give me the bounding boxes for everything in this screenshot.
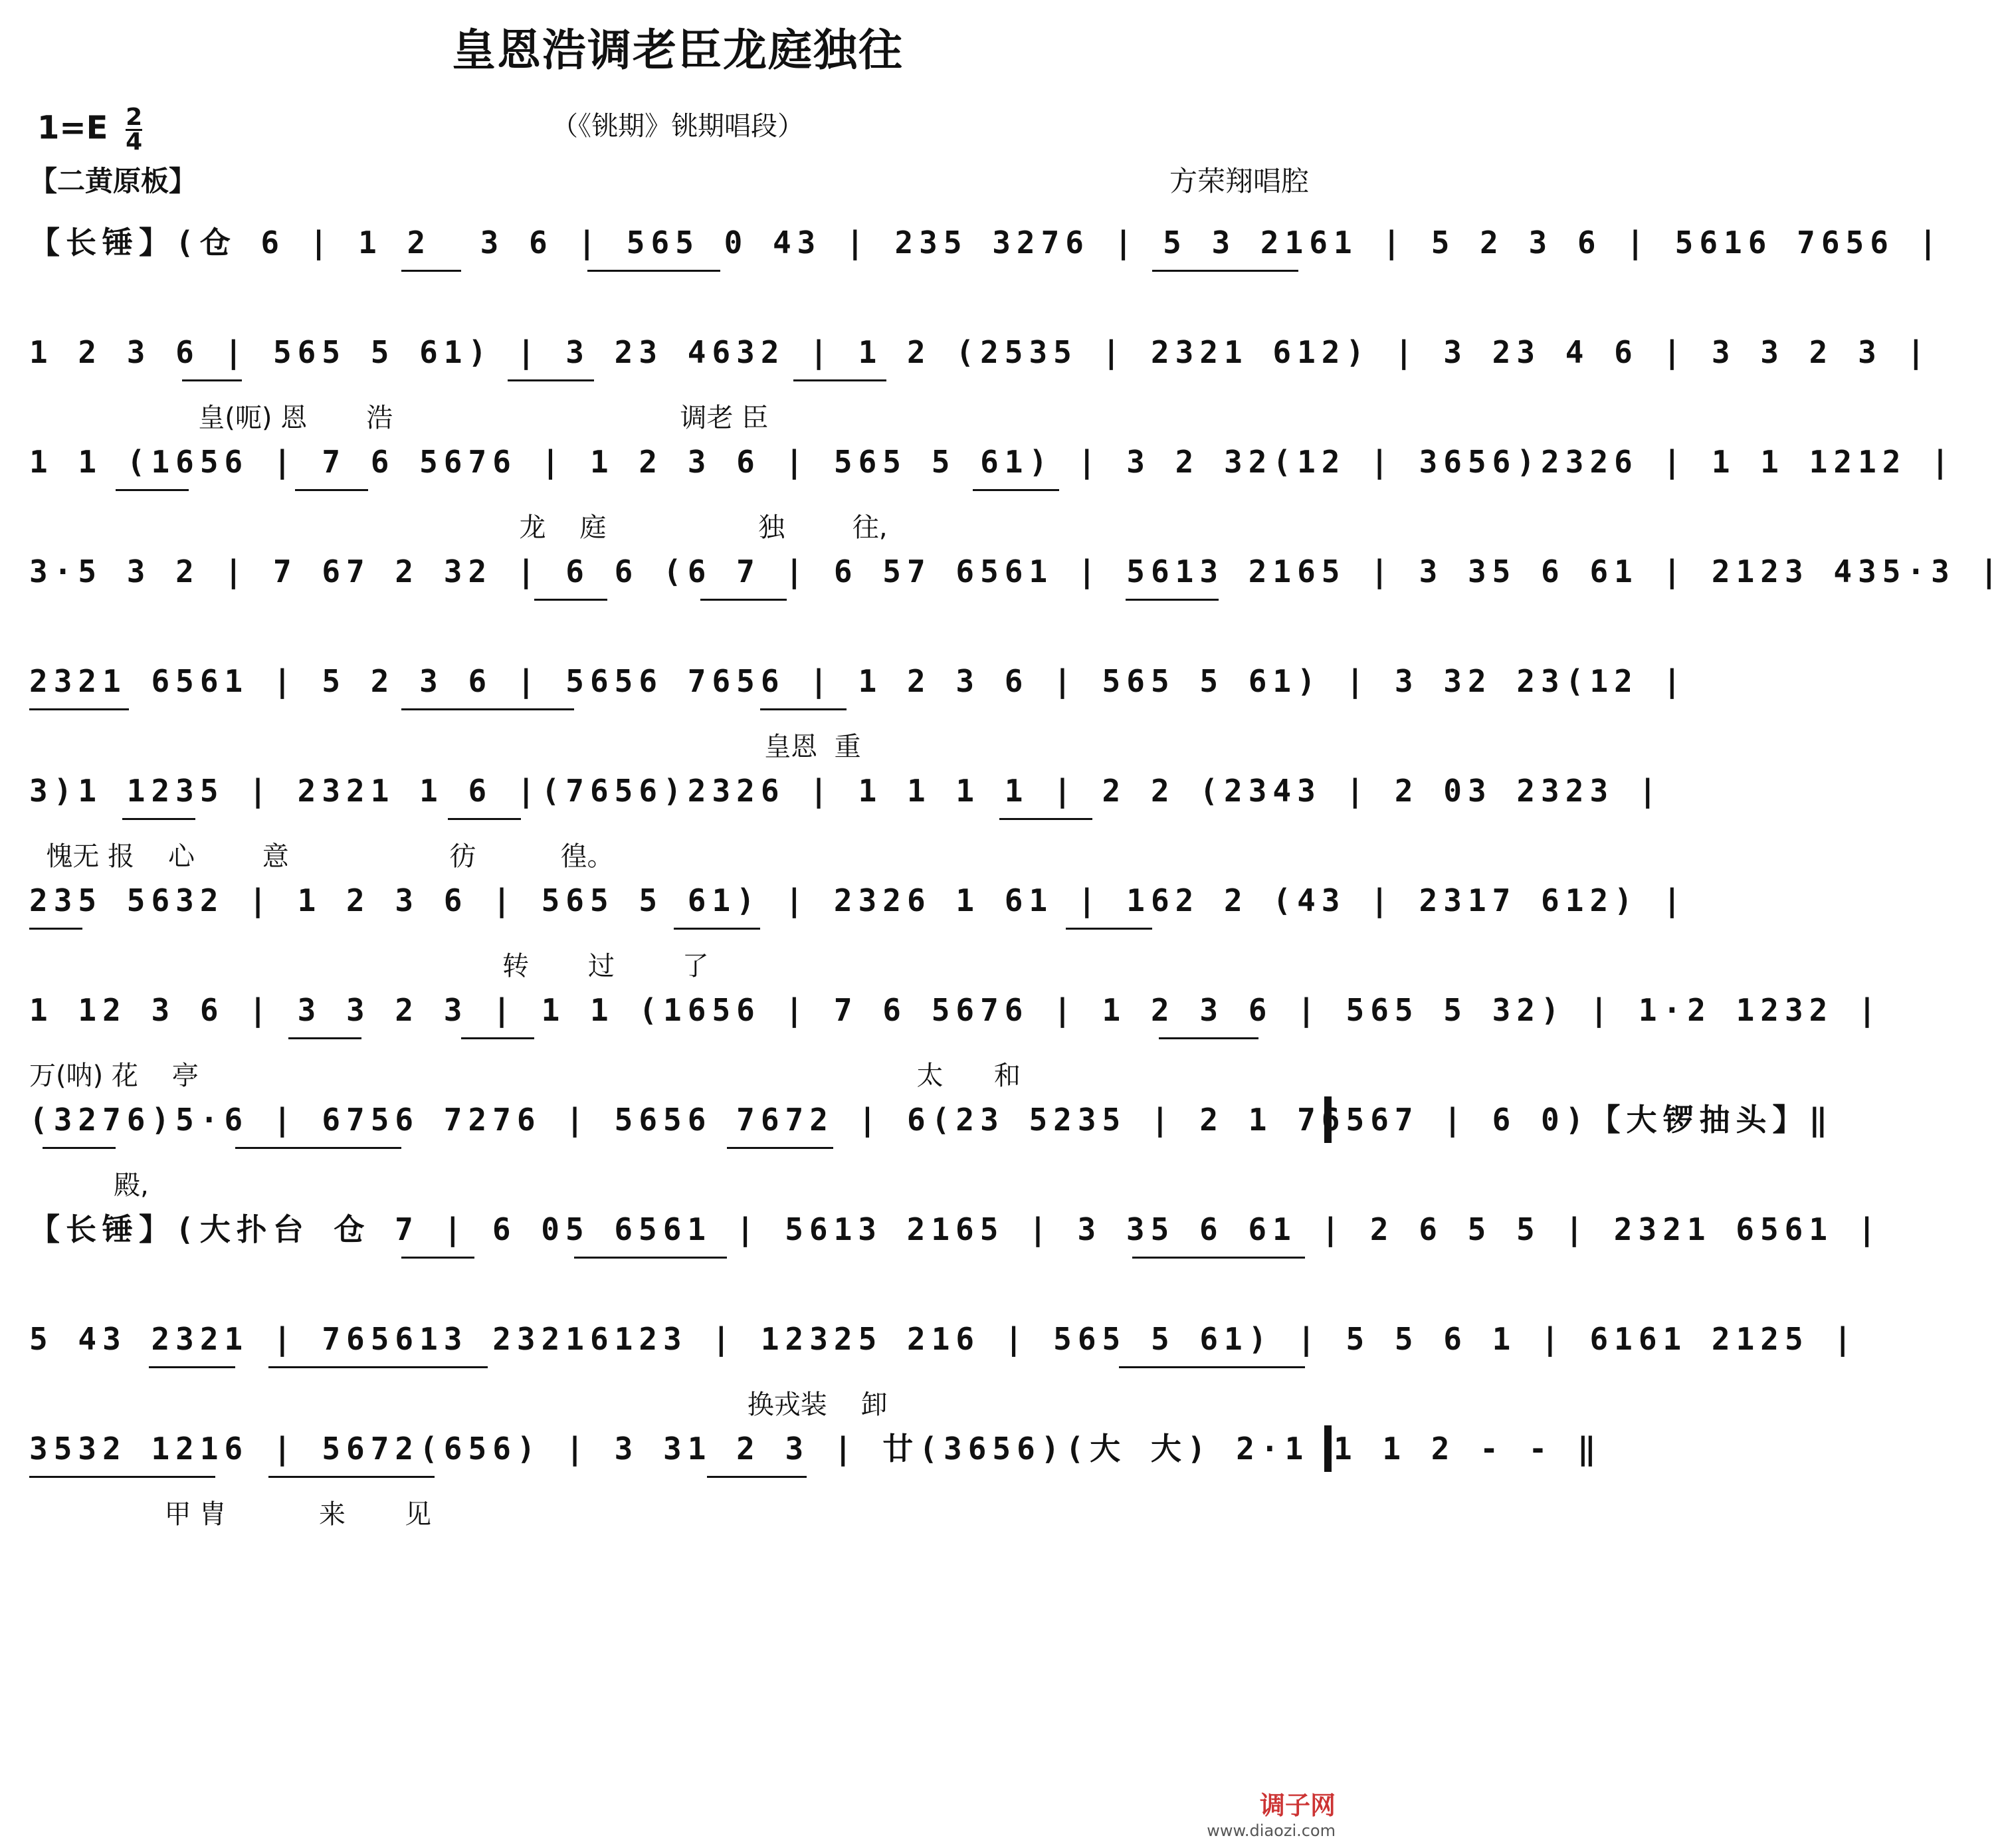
score-subtitle: （《铫期》铫期唱段） [551, 111, 804, 142]
score-row [29, 768, 1663, 872]
notation-line: 1 12 3 6 | 3 3 2 3 | 1 1 (1656 | 7 6 5676 | 1 2 3 6 | 565 5 32) | 1·2 1232 | [29, 992, 1882, 1028]
lyric-line: 万(呐) 花 亭 太 和 [29, 1061, 1021, 1091]
lyric-line [29, 1274, 1332, 1306]
notation-line: 【长锤】(大扑台 仓 7 | 6 05 6561 | 5613 2165 | 3 35 6 61 | 2 6 5 5 | 2321 6561 | [29, 1211, 1882, 1247]
notation-line: 【长锤】(仓 6 | 1 2 3 6 | 565 0 43 | 235 3276 | 5 3 2161 | 5 2 3 6 | 5616 7656 | [29, 225, 1944, 260]
underline-marks [29, 599, 1332, 609]
lyric-line: 愧无 报 心 意 彷 徨。 [29, 841, 614, 872]
notation-line: 235 5632 | 1 2 3 6 | 565 5 61) | 2326 1 61 | 162 2 (43 | 2317 612) | [29, 882, 1688, 918]
score-row [29, 219, 1944, 319]
notation-line: 5 43 2321 | 765613 23216123 | 12325 216 | 565 5 61) | 5 5 6 1 | 6161 2125 | [29, 1321, 1858, 1357]
meter-top: 2 [126, 104, 143, 131]
banshi-label: 【二黄原板】 [29, 165, 197, 197]
score-row [29, 1425, 1602, 1530]
lyric-line: 皇恩 重 [29, 732, 861, 762]
score-row [29, 548, 2004, 648]
final-barline [1324, 1425, 1332, 1472]
underline-marks [29, 489, 1332, 500]
underline-marks [29, 379, 1332, 390]
lyric-line [29, 616, 1332, 648]
double-barline [1324, 1096, 1332, 1143]
score-row [29, 658, 1688, 762]
lyric-line: 皇(呃) 恩 浩 调老 臣 [29, 403, 769, 433]
score-row [29, 1096, 1834, 1201]
singer-credit: 方荣翔唱腔 [1169, 165, 1309, 197]
notation-line: 1 1 (1656 | 7 6 5676 | 1 2 3 6 | 565 5 61) | 3 2 32(12 | 3656)2326 | 1 1 1212 | [29, 444, 1955, 480]
score-row [29, 329, 1932, 433]
underline-marks [29, 1037, 1332, 1048]
underline-marks [29, 708, 1332, 719]
score-row [29, 877, 1688, 981]
underline-marks [29, 1147, 1332, 1158]
notation-line: 3532 1216 | 5672(656) | 3 31 2 3 | 廿(3656)(大 大) 2·1 1 1 2 - - ‖ [29, 1431, 1602, 1467]
notation-line: 3)1 1235 | 2321 1 6 |(7656)2326 | 1 1 1 1 | 2 2 (2343 | 2 03 2323 | [29, 773, 1663, 809]
underline-marks [29, 1366, 1332, 1377]
score-row [29, 987, 1882, 1091]
notation-line: (3276)5·6 | 6756 7276 | 5656 7672 | 6(23 5235 | 2 1 76567 | 6 0)【大锣抽头】‖ [29, 1102, 1834, 1138]
notation-line: 1 2 3 6 | 565 5 61) | 3 23 4632 | 1 2 (2535 | 2321 612) | 3 23 4 6 | 3 3 2 3 | [29, 334, 1932, 370]
lyric-line: 换戎装 卸 [29, 1389, 888, 1420]
lyric-line: 转 过 了 [29, 951, 709, 981]
notation-line: 2321 6561 | 5 2 3 6 | 5656 7656 | 1 2 3 6 | 565 5 61) | 3 32 23(12 | [29, 663, 1688, 699]
score-row [29, 439, 1955, 543]
watermark-name: 调子网 [1259, 1791, 1336, 1820]
lyric-line [29, 287, 1332, 319]
underline-marks [29, 1476, 1332, 1487]
lyric-line: 甲 胄 来 见 [29, 1499, 432, 1530]
lyric-line: 龙 庭 独 往, [29, 512, 888, 543]
underline-marks [29, 270, 1332, 280]
underline-marks [29, 818, 1332, 829]
underline-marks [29, 928, 1332, 938]
key-label: 1=E [37, 109, 108, 147]
notation-line: 3·5 3 2 | 7 67 2 32 | 6 6 (6 7 | 6 57 6561 | 5613 2165 | 3 35 6 61 | 2123 435·3 | [29, 554, 2004, 589]
score-title: 皇恩浩调老臣龙庭独往 [452, 24, 904, 76]
watermark [1207, 1785, 1336, 1840]
meter-bottom: 4 [126, 128, 143, 155]
score-row [29, 1206, 1882, 1306]
score-row [29, 1316, 1858, 1420]
lyric-line: 殿, [29, 1170, 149, 1201]
underline-marks [29, 1257, 1332, 1267]
watermark-url: www.diaozi.com [1207, 1821, 1336, 1840]
